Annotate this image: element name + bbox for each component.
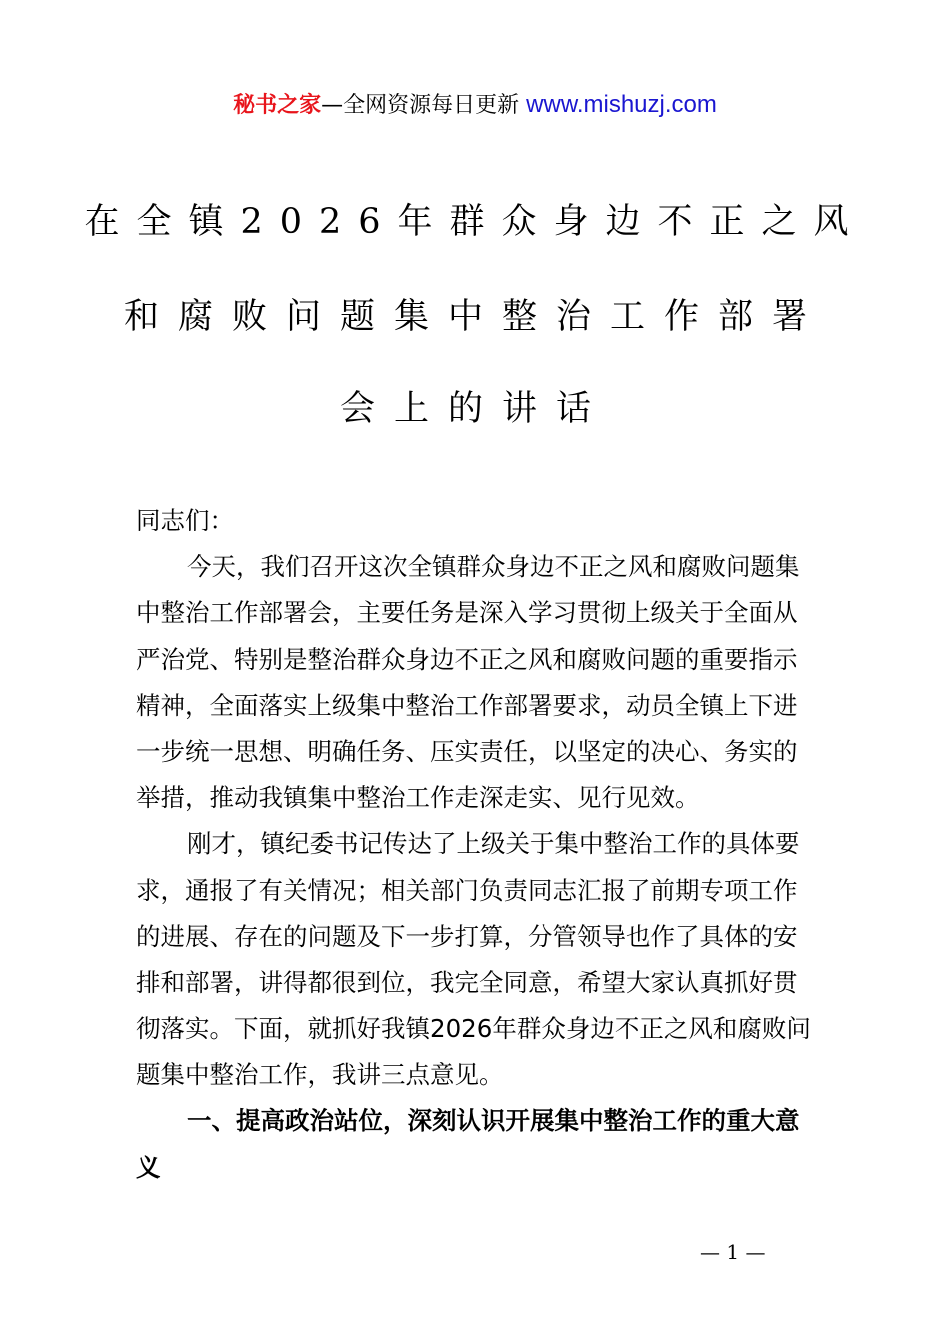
text-line: 求，通报了有关情况；相关部门负责同志汇报了前期专项工作	[136, 875, 798, 905]
text-line: 一、提高政治站位，深刻认识开展集中整治工作的重大意	[187, 1106, 800, 1136]
site-header	[0, 88, 950, 119]
title-line-3: 会上的讲话	[339, 389, 610, 429]
paragraph	[136, 821, 826, 1098]
text-line: 义	[136, 1152, 161, 1182]
text-line: 严治党、特别是整治群众身边不正之风和腐败问题的重要指示	[136, 644, 798, 674]
header-tagline: —全网资源每日更新	[321, 93, 527, 118]
page-number: — 1 —	[700, 1240, 766, 1264]
site-url[interactable]: www.mishuzj.com	[526, 91, 717, 118]
salutation: 同志们：	[136, 506, 234, 535]
text-line: 刚才，镇纪委书记传达了上级关于集中整治工作的具体要	[187, 829, 800, 859]
text-line: 举措，推动我镇集中整治工作走深走实、见行见效。	[136, 783, 700, 813]
paragraph	[136, 544, 826, 821]
text-line: 中整治工作部署会，主要任务是深入学习贯彻上级关于全面从	[136, 598, 798, 628]
text-line: 一步统一思想、明确任务、压实责任，以坚定的决心、务实的	[136, 736, 798, 766]
document-body	[136, 498, 826, 1191]
text-line: 精神，全面落实上级集中整治工作部署要求，动员全镇上下进	[136, 690, 798, 720]
text-line: 彻落实。下面，就抓好我镇2026年群众身边不正之风和腐败问	[136, 1014, 811, 1044]
text-line: 今天，我们召开这次全镇群众身边不正之风和腐败问题集	[187, 552, 800, 582]
text-line: 题集中整治工作，我讲三点意见。	[136, 1060, 504, 1090]
brand-name: 秘书之家	[233, 93, 322, 118]
section-heading	[136, 1098, 826, 1190]
text-line: 的进展、存在的问题及下一步打算，分管领导也作了具体的安	[136, 921, 798, 951]
title-line-2: 和腐败问题集中整治工作部署	[123, 297, 826, 337]
title-line-1: 在全镇2026年群众身边不正之风	[84, 202, 866, 242]
text-line: 排和部署，讲得都很到位，我完全同意，希望大家认真抓好贯	[136, 967, 798, 997]
